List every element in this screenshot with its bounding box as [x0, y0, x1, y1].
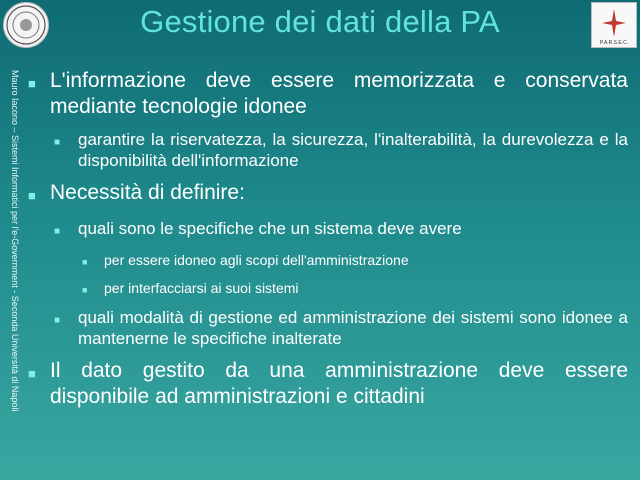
bullet-text: Il dato gestito da una amministrazione deve essere disponibile ad amministrazioni e cittadini	[50, 359, 628, 408]
square-bullet-icon: ■	[28, 188, 36, 203]
sub-bullet-item	[54, 129, 628, 171]
slide-title: Gestione dei dati della PA	[140, 4, 500, 39]
bullet-text: Necessità di definire:	[50, 181, 245, 204]
square-bullet-icon: ■	[82, 285, 88, 295]
sub-sub-bullet-text: per interfacciarsi ai suoi sistemi	[104, 280, 299, 296]
square-bullet-icon: ■	[54, 315, 61, 326]
sub-sub-bullet-item	[82, 251, 628, 272]
bullet-item	[28, 68, 628, 120]
bullet-item	[28, 358, 628, 410]
square-bullet-icon: ■	[28, 366, 36, 381]
square-bullet-icon: ■	[82, 257, 88, 267]
sub-bullet-text: quali modalità di gestione ed amministrazione dei sistemi sono idonee a mantenerne le specifiche inalterate	[78, 308, 628, 348]
slide-content	[28, 68, 628, 419]
square-bullet-icon: ■	[54, 226, 61, 237]
author-sidebar-text: Mauro Iacono – Sistemi Informatici per l'e-Government - Seconda Università di Napoli	[10, 70, 20, 412]
sub-sub-bullet-text: per essere idoneo agli scopi dell'amministrazione	[104, 252, 409, 268]
sub-bullet-text: quali sono le specifiche che un sistema deve avere	[78, 219, 462, 238]
svg-text:P.A.R.S.E.C.: P.A.R.S.E.C.	[599, 40, 629, 46]
square-bullet-icon: ■	[28, 76, 36, 91]
bullet-text: L'informazione deve essere memorizzata e conservata mediante tecnologie idonee	[50, 69, 628, 118]
sub-bullet-item	[54, 218, 628, 242]
sub-bullet-item	[54, 307, 628, 349]
sub-sub-bullet-item	[82, 279, 628, 300]
sub-bullet-text: garantire la riservatezza, la sicurezza, l'inalterabilità, la durevolezza e la disponibilità dell'informazione	[78, 130, 628, 170]
bullet-item	[28, 180, 628, 209]
square-bullet-icon: ■	[54, 137, 61, 148]
